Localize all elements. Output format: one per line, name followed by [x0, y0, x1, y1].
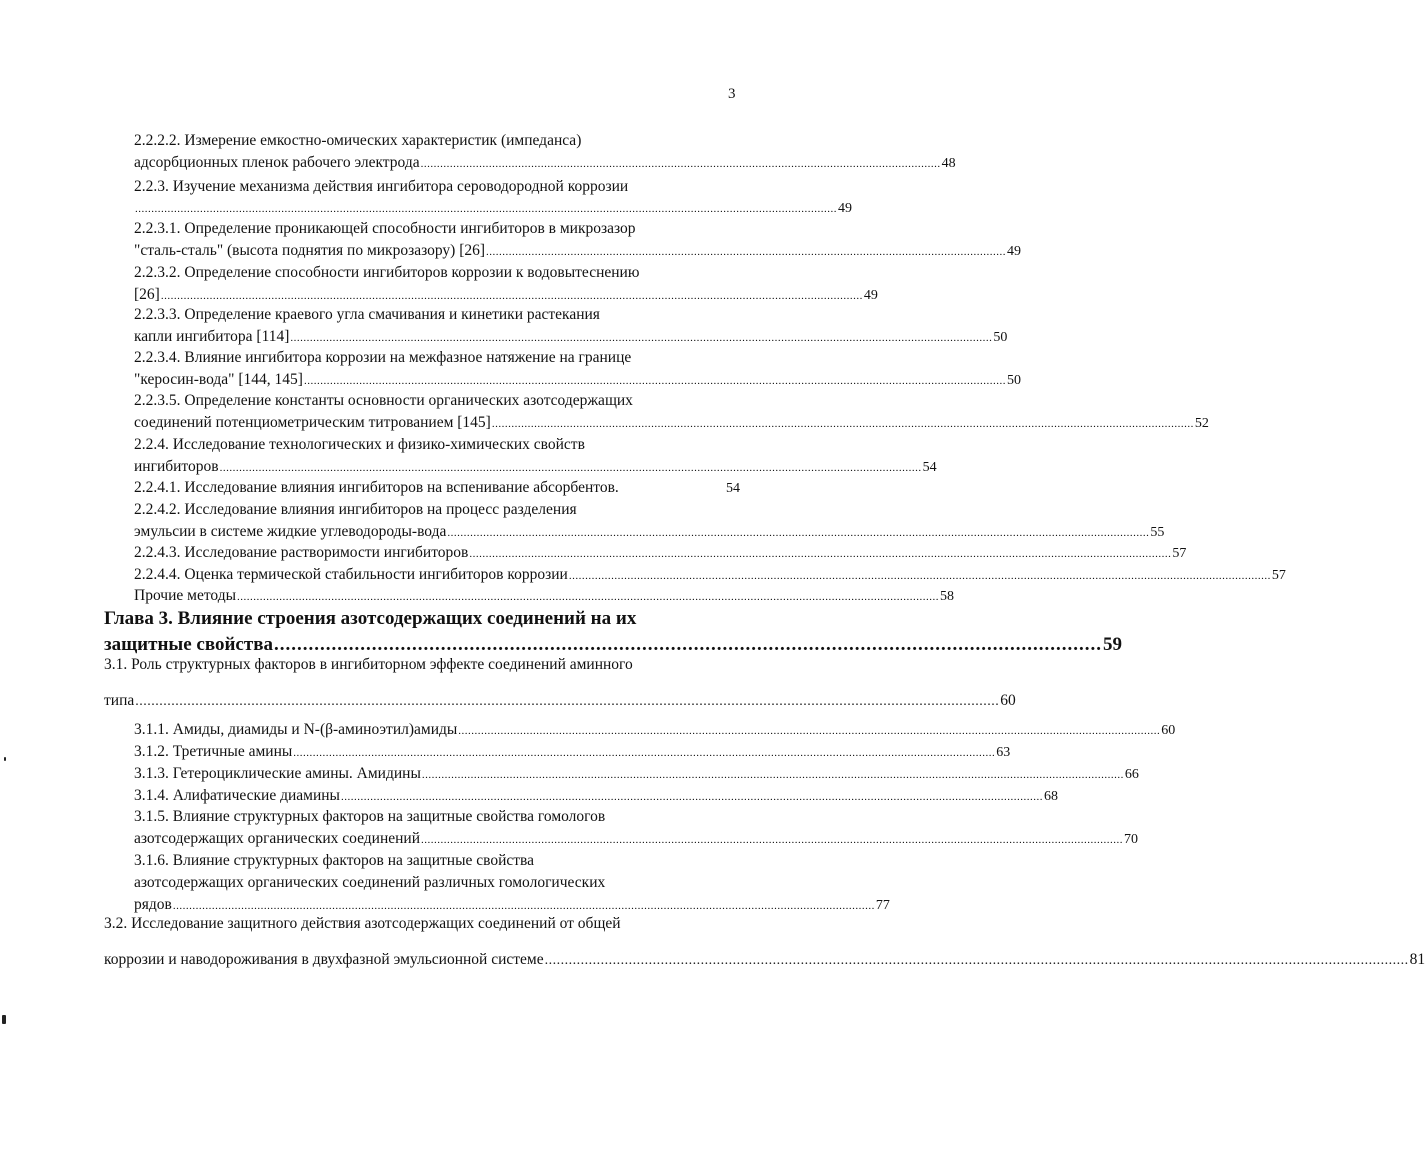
- toc-entry-3-1-5[interactable]: [134, 806, 1139, 851]
- leader-dots: ........................................................................................................................................................................................................................: [421, 769, 1124, 781]
- toc-page-number: 55: [1150, 525, 1165, 540]
- toc-page-number: 60: [1000, 692, 1016, 709]
- toc-entry-text: 3.1.3. Гетероциклические амины. Амидины: [134, 765, 421, 782]
- toc-entry-text: капли ингибитора [114]: [134, 328, 290, 345]
- leader-dots: ................................................................................................................................................................: [420, 158, 941, 170]
- toc-entry-text: рядов: [134, 896, 172, 913]
- toc-page-number: 49: [838, 201, 852, 216]
- toc-entry-text: 2.2.4.3. Исследование растворимости ингибиторов: [134, 544, 469, 561]
- toc-entry-2-2-4-3[interactable]: [134, 542, 1187, 565]
- toc-entry-text: 2.2.2.2. Измерение емкостно-омических характеристик (импеданса): [134, 132, 582, 149]
- toc-entry-3-1-3[interactable]: [134, 763, 1139, 786]
- toc-entry-text: 3.1.1. Амиды, диамиды и N-(β-аминоэтил)амиды: [134, 721, 458, 738]
- toc-page-number: 59: [1102, 634, 1122, 655]
- toc-entry-2-2-3[interactable]: [134, 176, 852, 220]
- toc-entry-2-2-3-4[interactable]: [134, 347, 1021, 392]
- leader-dots: ........................................................................................................................................................................................................................: [160, 290, 863, 302]
- toc-entry-text: 2.2.4.1. Исследование влияния ингибиторов на вспенивание абсорбентов.: [134, 479, 619, 496]
- toc-entry-text: коррозии и наводороживания в двухфазной эмульсионной системе: [104, 951, 544, 968]
- toc-page-number: 66: [1124, 767, 1139, 782]
- toc-entry-text: 3.1.2. Третичные амины: [134, 743, 293, 760]
- toc-entry-text: 2.2.3. Изучение механизма действия ингибитора сероводородной коррозии: [134, 178, 629, 195]
- leader-dots: ........................................................................................................................................................................................................................: [458, 725, 1161, 737]
- toc-entry-3-1-2[interactable]: [134, 741, 1011, 764]
- leader-dots: ........................................................................................................................................................................................................................: [135, 694, 1000, 709]
- toc-entry-text: азотсодержащих органических соединений различных гомологических: [134, 874, 606, 891]
- toc-entry-3-1-4[interactable]: [134, 785, 1058, 808]
- leader-dots: ................................................................................................................................................................: [486, 246, 1007, 258]
- leader-dots: ........................................................................................................................................................................................................................: [135, 203, 837, 215]
- toc-page-number: 50: [1006, 373, 1021, 388]
- toc-entry-text: ингибиторов: [134, 458, 219, 475]
- page-number: 3: [728, 86, 736, 102]
- toc-entry-2-2-3-5[interactable]: [134, 390, 1209, 435]
- toc-entry-2-2-3-3[interactable]: [134, 304, 1008, 349]
- toc-entry-2-2-2-2[interactable]: [134, 130, 956, 175]
- toc-entry-text: "сталь-сталь" (высота поднятия по микрозазору) [26]: [134, 242, 486, 259]
- leader-dots: ........................................................................................................................................................................................................................: [544, 953, 1409, 968]
- toc-page-number: 77: [875, 898, 890, 913]
- toc-page-number: 68: [1043, 789, 1058, 804]
- toc-entry-text: 2.2.4.4. Оценка термической стабильности ингибиторов коррозии: [134, 566, 568, 583]
- toc-entry-text: 2.2.4. Исследование технологических и физико-химических свойств: [134, 436, 585, 453]
- toc-entry-text: 2.2.3.5. Определение константы основности органических азотсодержащих: [134, 392, 633, 409]
- toc-chapter-3[interactable]: [104, 606, 1122, 658]
- toc-entry-text: 3.1.5. Влияние структурных факторов на защитные свойства гомологов: [134, 808, 606, 825]
- toc-page-number: 57: [1172, 546, 1187, 561]
- toc-entry-text: 3.1.6. Влияние структурных факторов на защитные свойства: [134, 852, 535, 869]
- leader-dots: ........................................................................................................................................................................................................................: [568, 570, 1271, 582]
- toc-page-number: 63: [996, 745, 1011, 760]
- leader-dots: ........................................................................................................................................................................................................................: [491, 418, 1194, 430]
- toc-entry-text: 2.2.3.3. Определение краевого угла смачивания и кинетики растекания: [134, 306, 600, 323]
- toc-entry-text: 3.1. Роль структурных факторов в ингибиторном эффекте соединений аминного: [104, 656, 633, 673]
- toc-entry-text: 2.2.4.2. Исследование влияния ингибиторов на процесс разделения: [134, 501, 577, 518]
- toc-entry-text: 2.2.3.1. Определение проникающей способности ингибиторов в микрозазор: [134, 220, 636, 237]
- toc-page-number: 49: [863, 288, 878, 303]
- leader-dots: ........................................................................................................................................................................................................................: [340, 791, 1043, 803]
- toc-page-number: 52: [1194, 416, 1209, 431]
- leader-dots: ........................................................................................................................................................................................................................: [293, 747, 996, 759]
- toc-page-number: 50: [993, 330, 1008, 345]
- chapter-title: Глава 3. Влияние строения азотсодержащих соединений на их: [104, 608, 637, 629]
- toc-entry-text: [26]: [134, 286, 160, 303]
- toc-page-number: 49: [1007, 244, 1022, 259]
- leader-dots: ........................................................................................................................................................................................................................: [469, 548, 1172, 560]
- toc-entry-text: 3.1.4. Алифатические диамины: [134, 787, 340, 804]
- toc-page-number: 70: [1124, 832, 1139, 847]
- toc-page-number: 48: [941, 156, 956, 171]
- toc-page-number: 60: [1161, 723, 1176, 738]
- toc-entry-text: адсорбционных пленок рабочего электрода: [134, 154, 420, 171]
- toc-page-number: 54: [726, 481, 740, 496]
- toc-entry-text: соединений потенциометрическим титрованием [145]: [134, 414, 491, 431]
- toc-entry-other-methods[interactable]: [134, 585, 954, 608]
- toc-section-3-1[interactable]: [104, 654, 1016, 713]
- scan-mark: [4, 757, 6, 761]
- leader-dots: ........................................................................................................................................................................................................................: [447, 527, 1150, 539]
- toc-page-number: 81: [1409, 951, 1425, 968]
- leader-dots: ........................................................................................................................................................................................................................: [421, 834, 1124, 846]
- toc-entry-2-2-4-2[interactable]: [134, 499, 1165, 544]
- toc-page-number: 58: [940, 589, 954, 604]
- leader-dots: ........................................................................................................................................................................................................................: [219, 462, 922, 474]
- leader-dots: ................................................................................................................................................: [273, 634, 1102, 655]
- toc-entry-2-2-3-1[interactable]: [134, 218, 1022, 263]
- chapter-title: защитные свойства: [104, 634, 273, 655]
- toc-entry-3-1-1[interactable]: [134, 719, 1176, 742]
- toc-entry-text: типа: [104, 692, 135, 709]
- toc-page-number: 54: [922, 460, 937, 475]
- toc-entry-text: 2.2.3.4. Влияние ингибитора коррозии на межфазное натяжение на границе: [134, 349, 632, 366]
- toc-entry-text: "керосин-вода" [144, 145]: [134, 371, 303, 388]
- toc-entry-text: 2.2.3.2. Определение способности ингибиторов коррозии к водовытеснению: [134, 264, 640, 281]
- leader-dots: ........................................................................................................................................................................................................................: [290, 332, 993, 344]
- toc-entry-text: Прочие методы: [134, 587, 236, 604]
- toc-page-number: 57: [1271, 568, 1286, 583]
- toc-entry-2-2-4[interactable]: [134, 434, 937, 479]
- toc-entry-2-2-4-1[interactable]: [134, 477, 740, 500]
- toc-entry-text: 3.2. Исследование защитного действия азотсодержащих соединений от общей: [104, 915, 621, 932]
- leader-dots: ........................................................................................................................................................................................................................: [303, 375, 1006, 387]
- toc-entry-text: эмульсии в системе жидкие углеводороды-вода: [134, 523, 447, 540]
- toc-entry-text: азотсодержащих органических соединений: [134, 830, 421, 847]
- toc-entry-2-2-3-2[interactable]: [134, 262, 878, 307]
- leader-dots: ........................................................................................................................................................................................................................: [237, 591, 939, 603]
- toc-entry-3-1-6[interactable]: [134, 850, 890, 917]
- toc-entry-2-2-4-4[interactable]: [134, 564, 1286, 587]
- toc-section-3-2[interactable]: [104, 913, 1425, 972]
- leader-dots: ........................................................................................................................................................................................................................: [172, 900, 875, 912]
- scan-mark: [2, 1015, 6, 1024]
